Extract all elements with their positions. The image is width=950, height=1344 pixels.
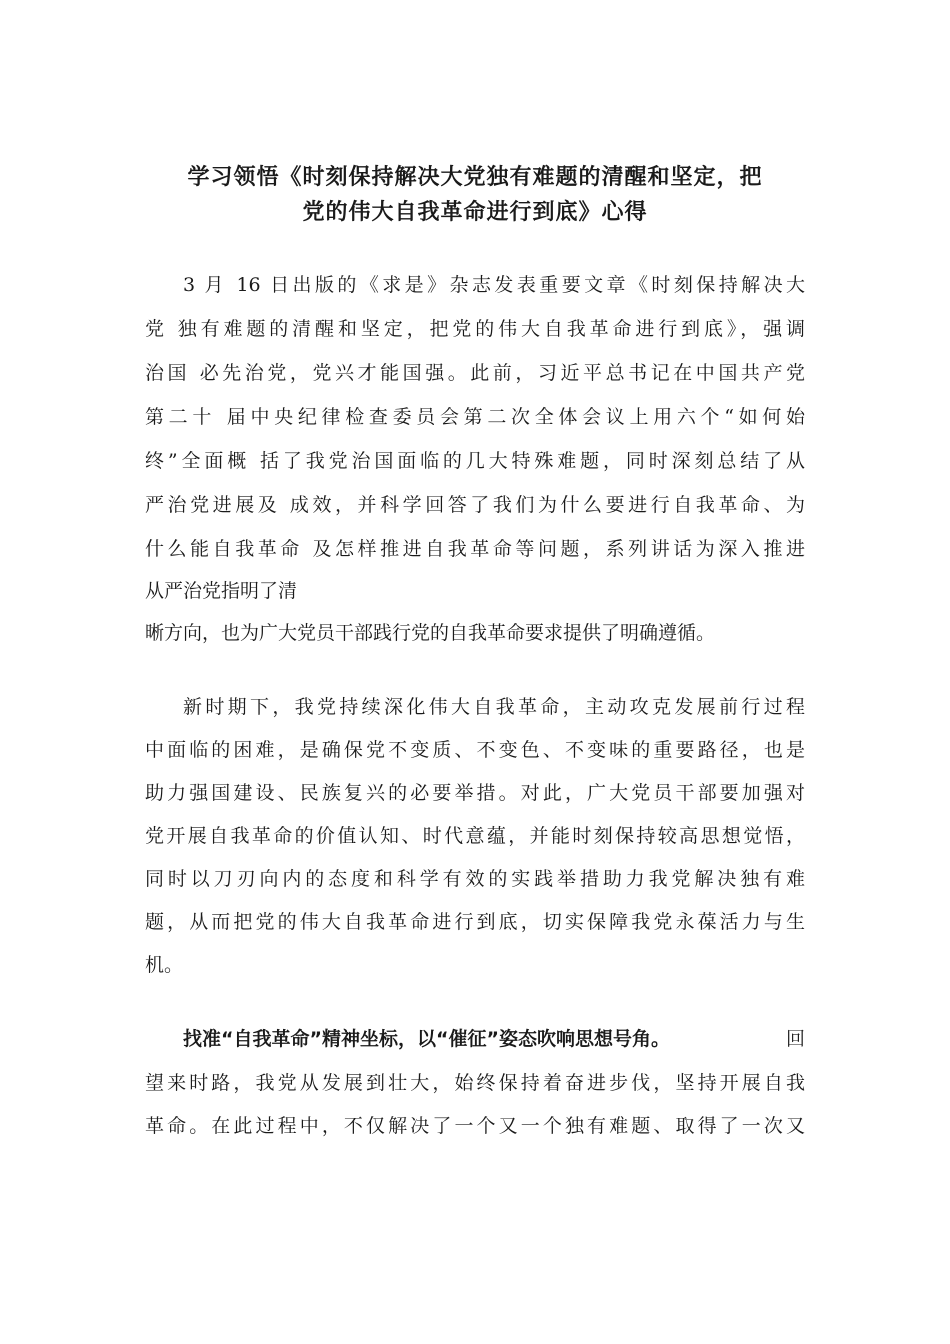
document-title-line-1: 学习领悟《时刻保持解决大党独有难题的清醒和坚定，把 [187,165,763,190]
paragraph-2-line-5: 同时以刀刃向内的态度和科学有效的实践举措助力我党解决独有难 [145,868,805,890]
paragraph-1-line-1: 3 月 16 日出版的《求是》杂志发表重要文章《时刻保持解决大 [183,274,805,296]
section-1-line-2: 望来时路，我党从发展到壮大，始终保持着奋进步伐，坚持开展自我 [145,1072,805,1094]
paragraph-1-line-9: 晰方向，也为广大党员干部践行党的自我革命要求提供了明确遵循。 [145,622,716,644]
paragraph-1-line-3: 治国 必先治党，党兴才能国强。此前，习近平总书记在中国共产党 [145,362,805,384]
paragraph-2-line-1: 新时期下，我党持续深化伟大自我革命，主动攻克发展前行过程 [183,696,805,718]
section-1-heading-tail: 回 [785,1028,805,1050]
paragraph-2-line-3: 助力强国建设、民族复兴的必要举措。对此，广大党员干部要加强对 [145,782,805,804]
paragraph-2-line-6: 题，从而把党的伟大自我革命进行到底，切实保障我党永葆活力与生 [145,911,805,933]
paragraph-1-line-7: 什么能自我革命 及怎样推进自我革命等问题，系列讲话为深入推进 [145,538,805,560]
document-title-line-2: 党的伟大自我革命进行到底》心得 [302,200,648,225]
paragraph-2-line-4: 党开展自我革命的价值认知、时代意蕴，并能时刻保持较高思想觉悟， [145,825,805,847]
paragraph-1-line-5: 终”全面概 括了我党治国面临的几大特殊难题，同时深刻总结了从 [145,450,805,472]
paragraph-1-line-2: 党 独有难题的清醒和坚定，把党的伟大自我革命进行到底》，强调 [145,318,805,340]
section-1-first-line [183,1025,805,1053]
paragraph-1-line-6: 严治党进展及 成效，并科学回答了我们为什么要进行自我革命、为 [145,494,805,516]
section-1-line-3: 革命。在此过程中，不仅解决了一个又一个独有难题、取得了一次又 [145,1115,805,1137]
paragraph-1-line-4: 第二十 届中央纪律检查委员会第二次全体会议上用六个“如何始 [145,406,805,428]
paragraph-2-line-7: 机。 [145,954,184,976]
section-1-heading: 找准“自我革命”精神坐标，以“催征”姿态吹响思想号角。 [183,1028,670,1050]
paragraph-2-line-2: 中面临的困难，是确保党不变质、不变色、不变味的重要路径，也是 [145,739,805,761]
paragraph-1-line-8: 从严治党指明了清 [145,580,298,602]
